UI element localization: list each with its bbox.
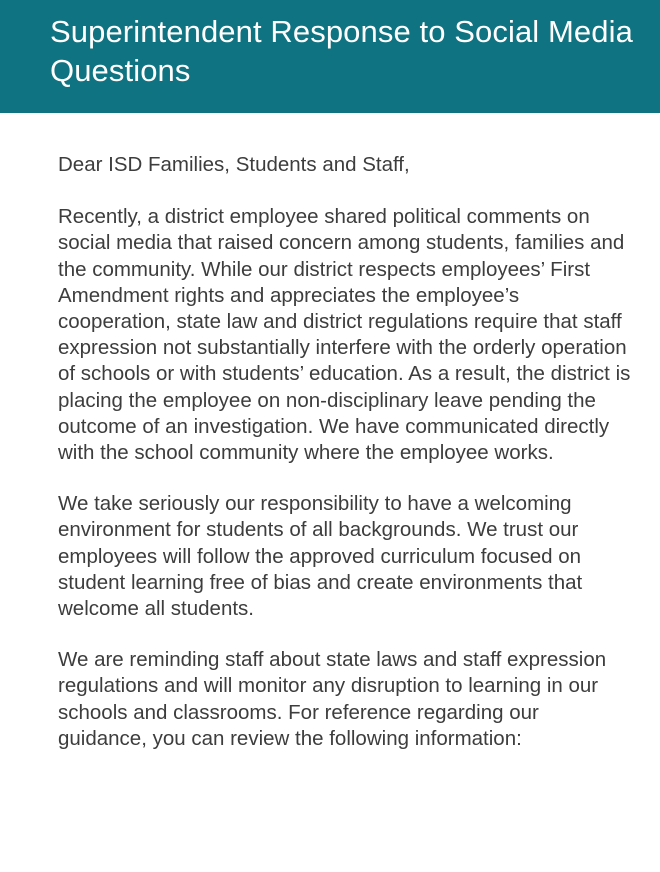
letter-paragraph-2: We take seriously our responsibility to have a welcoming environment for students of all backgrounds. We trust our employees will follow the approved curriculum focused on student learning free of bias and create environments that welcome all students.	[58, 492, 583, 621]
letter-salutation: Dear ISD Families, Students and Staff,	[58, 153, 410, 176]
page-header	[0, 0, 660, 113]
letter-body	[0, 113, 660, 752]
letter-paragraph-1: Recently, a district employee shared political comments on social media that raised concern among students, families and the community. While our district respects employees’ First Amendment rights and appreciates the employee’s cooperation, state law and district regulations require that staff expression not substantially interfere with the orderly operation of schools or with students’ education. As a result, the district is placing the employee on non-disciplinary leave pending the outcome of an investigation. We have communicated directly with the school community where the employee works.	[58, 205, 631, 465]
letter-paragraph-3: We are reminding staff about state laws and staff expression regulations and will monitor any disruption to learning in our schools and classrooms. For reference regarding our guidance, you can review the following information:	[58, 648, 607, 750]
page-title: Superintendent Response to Social Media Questions	[50, 14, 633, 88]
